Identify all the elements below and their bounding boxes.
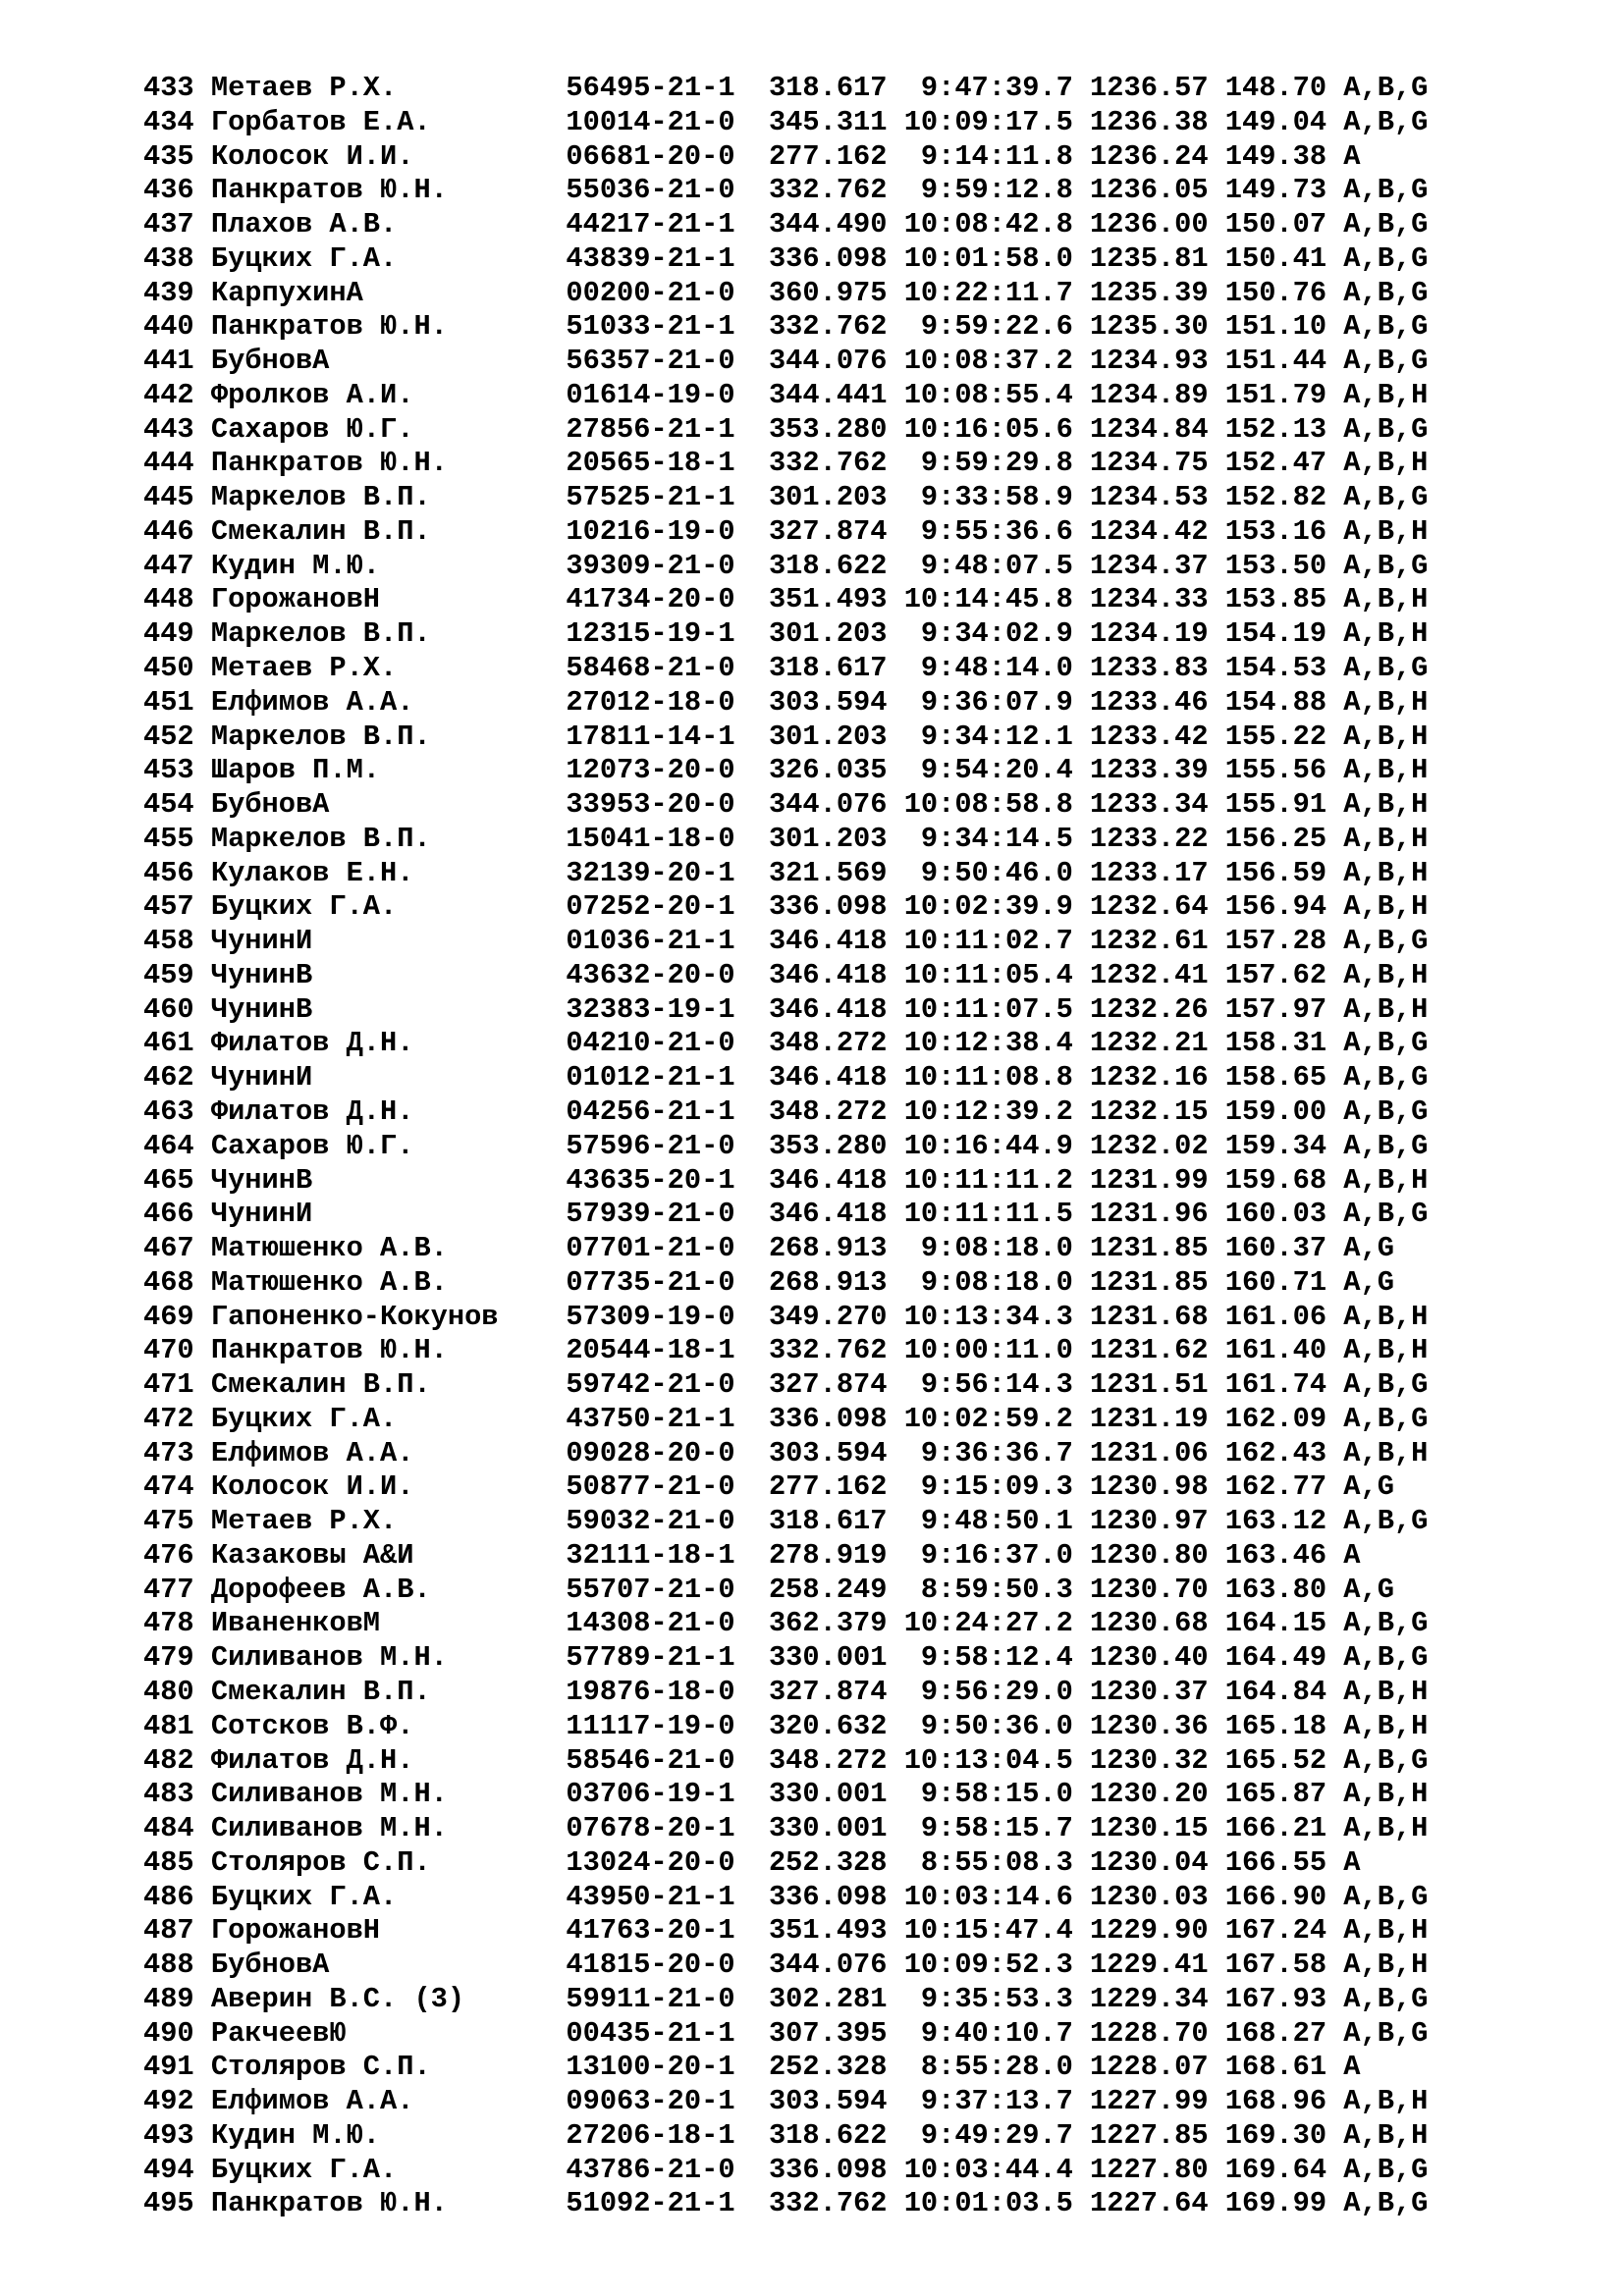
table-row: 442 Фролков А.И. 01614-19-0 344.441 10:08:55.4 1234.89 151.79 A,B,H: [143, 378, 1429, 411]
table-row: 479 Силиванов М.Н. 57789-21-1 330.001 9:58:12.4 1230.40 164.49 A,B,G: [143, 1641, 1429, 1675]
table-row: 447 Кудин М.Ю. 39309-21-0 318.622 9:48:07.5 1234.37 153.50 A,B,G: [143, 549, 1429, 582]
table-row: 436 Панкратов Ю.Н. 55036-21-0 332.762 9:59:12.8 1236.05 149.73 A,B,G: [143, 174, 1429, 207]
table-row: 465 ЧунинВ 43635-20-1 346.418 10:11:11.2 1231.99 159.68 A,B,H: [143, 1163, 1429, 1197]
table-row: 476 Казаковы А&И 32111-18-1 278.919 9:16:37.0 1230.80 163.46 A: [143, 1538, 1361, 1572]
table-row: 444 Панкратов Ю.Н. 20565-18-1 332.762 9:59:29.8 1234.75 152.47 A,B,H: [143, 447, 1429, 480]
table-row: 477 Дорофеев А.В. 55707-21-0 258.249 8:59:50.3 1230.70 163.80 A,G: [143, 1573, 1394, 1606]
table-row: 445 Маркелов В.П. 57525-21-1 301.203 9:33:58.9 1234.53 152.82 A,B,G: [143, 481, 1429, 514]
table-row: 464 Сахаров Ю.Г. 57596-21-0 353.280 10:16:44.9 1232.02 159.34 A,B,G: [143, 1129, 1429, 1162]
table-row: 485 Столяров С.П. 13024-20-0 252.328 8:55:08.3 1230.04 166.55 A: [143, 1845, 1361, 1879]
table-row: 495 Панкратов Ю.Н. 51092-21-1 332.762 10:01:03.5 1227.64 169.99 A,B,G: [143, 2187, 1429, 2220]
table-row: 448 ГорожановН 41734-20-0 351.493 10:14:45.8 1234.33 153.85 A,B,H: [143, 583, 1429, 616]
table-row: 454 БубновА 33953-20-0 344.076 10:08:58.8 1233.34 155.91 A,B,H: [143, 788, 1429, 822]
table-row: 457 Буцких Г.А. 07252-20-1 336.098 10:02:39.9 1232.64 156.94 A,B,H: [143, 890, 1429, 924]
table-row: 483 Силиванов М.Н. 03706-19-1 330.001 9:58:15.0 1230.20 165.87 A,B,H: [143, 1778, 1429, 1811]
table-row: 469 Гапоненко-Кокунов 57309-19-0 349.270 10:13:34.3 1231.68 161.06 A,B,H: [143, 1300, 1429, 1333]
table-row: 433 Метаев Р.Х. 56495-21-1 318.617 9:47:39.7 1236.57 148.70 A,B,G: [143, 72, 1429, 104]
table-row: 494 Буцких Г.А. 43786-21-0 336.098 10:03:44.4 1227.80 169.64 A,B,G: [143, 2153, 1429, 2186]
table-row: 462 ЧунинИ 01012-21-1 346.418 10:11:08.8 1232.16 158.65 A,B,G: [143, 1061, 1429, 1095]
table-row: 459 ЧунинВ 43632-20-0 346.418 10:11:05.4 1232.41 157.62 A,B,H: [143, 958, 1429, 991]
table-row: 449 Маркелов В.П. 12315-19-1 301.203 9:34:02.9 1234.19 154.19 A,B,H: [143, 617, 1429, 651]
table-row: 453 Шаров П.М. 12073-20-0 326.035 9:54:20.4 1233.39 155.56 A,B,H: [143, 754, 1429, 787]
table-row: 468 Матюшенко А.В. 07735-21-0 268.913 9:08:18.0 1231.85 160.71 A,G: [143, 1265, 1394, 1299]
table-row: 493 Кудин М.Ю. 27206-18-1 318.622 9:49:29.7 1227.85 169.30 A,B,H: [143, 2118, 1429, 2152]
table-row: 450 Метаев Р.Х. 58468-21-0 318.617 9:48:14.0 1233.83 154.53 A,B,G: [143, 652, 1429, 685]
table-row: 451 Елфимов А.А. 27012-18-0 303.594 9:36:07.9 1233.46 154.88 A,B,H: [143, 685, 1429, 719]
table-row: 478 ИваненковМ 14308-21-0 362.379 10:24:27.2 1230.68 164.15 A,B,G: [143, 1607, 1429, 1640]
table-row: 473 Елфимов А.А. 09028-20-0 303.594 9:36:36.7 1231.06 162.43 A,B,H: [143, 1436, 1429, 1469]
table-row: 446 Смекалин В.П. 10216-19-0 327.874 9:55:36.6 1234.42 153.16 A,B,H: [143, 514, 1429, 548]
table-row: 480 Смекалин В.П. 19876-18-0 327.874 9:56:29.0 1230.37 164.84 A,B,H: [143, 1675, 1429, 1708]
table-row: 489 Аверин В.С. (3) 59911-21-0 302.281 9:35:53.3 1229.34 167.93 A,B,G: [143, 1982, 1429, 2015]
table-row: 461 Филатов Д.Н. 04210-21-0 348.272 10:12:38.4 1232.21 158.31 A,B,G: [143, 1027, 1429, 1060]
table-row: 487 ГорожановН 41763-20-1 351.493 10:15:47.4 1229.90 167.24 A,B,H: [143, 1914, 1429, 1948]
table-row: 474 Колосок И.И. 50877-21-0 277.162 9:15:09.3 1230.98 162.77 A,G: [143, 1470, 1394, 1504]
table-row: 475 Метаев Р.Х. 59032-21-0 318.617 9:48:50.1 1230.97 163.12 A,B,G: [143, 1505, 1429, 1538]
table-row: 466 ЧунинИ 57939-21-0 346.418 10:11:11.5 1231.96 160.03 A,B,G: [143, 1198, 1429, 1231]
table-row: 472 Буцких Г.А. 43750-21-1 336.098 10:02:59.2 1231.19 162.09 A,B,G: [143, 1402, 1429, 1435]
table-row: 488 БубновА 41815-20-0 344.076 10:09:52.3 1229.41 167.58 A,B,H: [143, 1949, 1429, 1982]
table-row: 440 Панкратов Ю.Н. 51033-21-1 332.762 9:59:22.6 1235.30 151.10 A,B,G: [143, 310, 1429, 344]
table-row: 452 Маркелов В.П. 17811-14-1 301.203 9:34:12.1 1233.42 155.22 A,B,H: [143, 720, 1429, 753]
table-row: 463 Филатов Д.Н. 04256-21-1 348.272 10:12:39.2 1232.15 159.00 A,B,G: [143, 1095, 1429, 1128]
table-row: 438 Буцких Г.А. 43839-21-1 336.098 10:01:58.0 1235.81 150.41 A,B,G: [143, 241, 1429, 275]
table-row: 481 Сотсков В.Ф. 11117-19-0 320.632 9:50:36.0 1230.36 165.18 A,B,H: [143, 1709, 1429, 1742]
table-row: 467 Матюшенко А.В. 07701-21-0 268.913 9:08:18.0 1231.85 160.37 A,G: [143, 1232, 1394, 1265]
table-row: 455 Маркелов В.П. 15041-18-0 301.203 9:34:14.5 1233.22 156.25 A,B,H: [143, 822, 1429, 855]
table-row: 434 Горбатов Е.А. 10014-21-0 345.311 10:09:17.5 1236.38 149.04 A,B,G: [143, 105, 1429, 138]
table-row: 491 Столяров С.П. 13100-20-1 252.328 8:55:28.0 1228.07 168.61 A: [143, 2051, 1361, 2084]
table-row: 435 Колосок И.И. 06681-20-0 277.162 9:14:11.8 1236.24 149.38 A: [143, 139, 1361, 173]
table-row: 482 Филатов Д.Н. 58546-21-0 348.272 10:13:04.5 1230.32 165.52 A,B,G: [143, 1743, 1429, 1777]
table-row: 492 Елфимов А.А. 09063-20-1 303.594 9:37:13.7 1227.99 168.96 A,B,H: [143, 2085, 1429, 2118]
results-table: [143, 72, 1428, 2221]
table-row: 456 Кулаков Е.Н. 32139-20-1 321.569 9:50:46.0 1233.17 156.59 A,B,H: [143, 856, 1429, 889]
table-row: 439 КарпухинА 00200-21-0 360.975 10:22:11.7 1235.39 150.76 A,B,G: [143, 276, 1429, 309]
table-row: 484 Силиванов М.Н. 07678-20-1 330.001 9:58:15.7 1230.15 166.21 A,B,H: [143, 1812, 1429, 1845]
table-row: 471 Смекалин В.П. 59742-21-0 327.874 9:56:14.3 1231.51 161.74 A,B,G: [143, 1368, 1429, 1402]
table-row: 490 РакчеевЮ 00435-21-1 307.395 9:40:10.7 1228.70 168.27 A,B,G: [143, 2016, 1429, 2050]
table-row: 437 Плахов А.В. 44217-21-1 344.490 10:08:42.8 1236.00 150.07 A,B,G: [143, 208, 1429, 241]
table-row: 458 ЧунинИ 01036-21-1 346.418 10:11:02.7 1232.61 157.28 A,B,G: [143, 925, 1429, 958]
table-row: 443 Сахаров Ю.Г. 27856-21-1 353.280 10:16:05.6 1234.84 152.13 A,B,G: [143, 412, 1429, 446]
table-row: 470 Панкратов Ю.Н. 20544-18-1 332.762 10:00:11.0 1231.62 161.40 A,B,H: [143, 1334, 1429, 1367]
table-row: 441 БубновА 56357-21-0 344.076 10:08:37.2 1234.93 151.44 A,B,G: [143, 345, 1429, 378]
table-row: 486 Буцких Г.А. 43950-21-1 336.098 10:03:14.6 1230.03 166.90 A,B,G: [143, 1880, 1429, 1913]
table-row: 460 ЧунинВ 32383-19-1 346.418 10:11:07.5 1232.26 157.97 A,B,H: [143, 992, 1429, 1026]
